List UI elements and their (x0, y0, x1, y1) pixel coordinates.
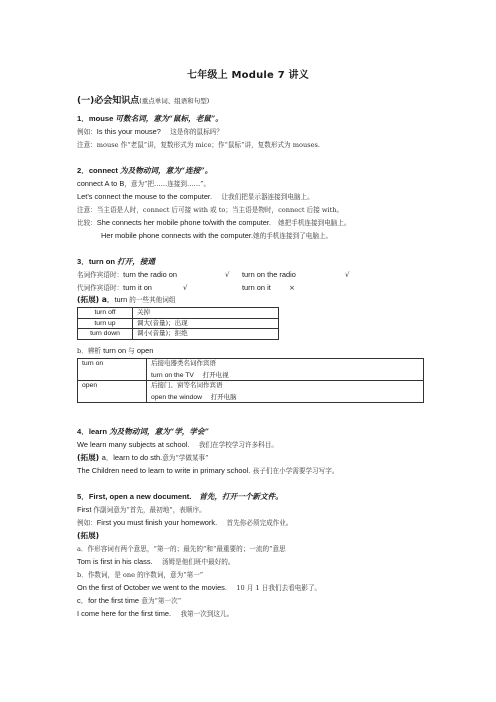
s3-compare-mid: 与 (128, 347, 137, 355)
s2-line-3-text: 当主语是人时，connect 后可接 with 或 to；当主语是物时，connect 后接 with。 (96, 206, 344, 214)
s2-line-4 (77, 218, 351, 228)
s4-line-3 (77, 466, 338, 476)
table-cell-example-cn: 打开电脑 (210, 392, 237, 401)
table-cell: 调小(音量)；拒绝 (133, 329, 279, 340)
table-row (78, 308, 279, 319)
s3-extension-label: (拓展) a． (77, 295, 115, 304)
s3-compare-en: turn on (103, 346, 129, 355)
s2-line-2-en: Let’s connect the mouse to the computer. (77, 192, 213, 201)
table-cell: turn down (78, 329, 133, 340)
table-cell-example-en: turn on the TV (151, 371, 194, 379)
s3-compare (77, 346, 153, 356)
s2-line-3 (77, 205, 343, 215)
s2-line-5 (101, 231, 332, 241)
s4-line-3-cn: 孩子们在小学需要学习写字。 (252, 467, 339, 475)
s5-line-2 (77, 518, 292, 528)
s4-heading-en: 4．learn (77, 427, 110, 436)
table-cell-example (151, 391, 419, 403)
s2-line-2-cn: 让我们把显示器连接到电脑上。 (221, 193, 314, 201)
s2-heading-cn: 为及物动词，意为“连接”。 (120, 166, 213, 175)
page-title: 七年级上 Module 7 讲义 (187, 70, 309, 81)
s5-line-9 (77, 609, 233, 619)
s1-heading-cn: 可数名词，意为“鼠标，老鼠”。 (115, 114, 223, 123)
table-cell: turn up (78, 318, 133, 329)
section-header (77, 96, 209, 106)
s3-heading-cn: 打开，接通 (117, 257, 156, 266)
s5-line-9-en: I come here for the first time. (77, 609, 172, 618)
table-cell-desc: 后接门、窗等名词作宾语 (151, 381, 223, 390)
s4-line-2 (77, 453, 209, 463)
table-cell (147, 359, 424, 381)
s4-line-1-cn: 我们在学校学习许多科目。 (198, 441, 278, 449)
turn-phrases-table (77, 307, 279, 340)
s3-row-1-b: turn on the radio (242, 270, 296, 279)
table-cell-example (151, 369, 419, 381)
s4-line-2-cn: 意为“学做某事” (162, 454, 209, 462)
s3-compare-label: b．辨析 (77, 347, 104, 355)
s5-line-1-en: First (77, 505, 94, 514)
table-cell-example-cn: 打开电视 (202, 370, 229, 379)
s3-row-1 (77, 270, 177, 280)
s5-heading-en: 5．First, open a new document. (77, 492, 192, 501)
s3-extension (77, 295, 175, 305)
s2-line-2 (77, 192, 314, 202)
s5-line-5-en: Tom is first in his class. (77, 557, 153, 566)
s5-line-7 (77, 583, 321, 593)
s3-extension-en: turn (114, 295, 130, 304)
table-cell-example-en: open the window (151, 393, 203, 401)
s5-line-2-cn: 首先你必须完成作业。 (226, 519, 293, 527)
s3-row-1-label: 名词作宾语时： (77, 271, 124, 279)
s4-heading-cn: 为及物动词，意为“学，学会” (109, 427, 209, 436)
s2-line-4-label: 比较： (77, 219, 97, 227)
section-header-main: (一)必会知识点 (77, 96, 140, 106)
s3-row-2-label: 代词作宾语时： (77, 284, 124, 292)
s3-row-2-b: turn on it (242, 283, 271, 292)
s1-heading (77, 114, 223, 124)
s5-line-1 (77, 505, 206, 515)
s3-row-2 (77, 283, 152, 293)
s1-note-text: mouse 作“老鼠”讲，复数形式为 mice；作“鼠标”讲，复数形式为 mouses. (96, 141, 320, 149)
table-cell: 关掉 (133, 308, 279, 319)
s5-heading (77, 492, 283, 502)
s2-line-1-cn: ，意为“把……连接到……”。 (124, 180, 211, 188)
s5-line-2-label: 例如： (77, 519, 97, 527)
s5-line-5-cn: 汤姆是他们班中最好的。 (161, 558, 235, 566)
s4-line-2-en: a．learn to do sth. (101, 453, 163, 462)
s5-line-4: a．作形容词有两个意思，“第一的；最先的”和“最重要的；一流的”意思 (77, 545, 286, 553)
table-row (78, 381, 424, 403)
s5-line-8-en: c．for the first time (77, 596, 140, 605)
s2-heading-en: 2．connect (77, 166, 121, 175)
s4-heading (77, 427, 209, 437)
s2-line-1 (77, 179, 210, 189)
s5-line-8 (77, 596, 181, 606)
s5-line-7-en: On the first of October we went to the movies. (77, 583, 227, 592)
s5-line-2-en: First you must finish your homework. (96, 518, 218, 527)
section-header-note: (重点单词、组语和句型) (139, 97, 210, 105)
table-cell: turn on (78, 359, 147, 381)
s1-example-en: Is this your mouse? (96, 127, 161, 136)
s3-row-2-a: turn it on (123, 283, 152, 292)
table-cell (147, 381, 424, 403)
table-cell: 调大(音量)；出现 (133, 318, 279, 329)
s2-line-1-en: connect A to B (77, 179, 125, 188)
s1-heading-en: 1．mouse (77, 114, 116, 123)
s1-note-label: 注意： (77, 141, 97, 149)
s5-line-5 (77, 557, 235, 567)
s5-line-9-cn: 我第一次到这儿。 (180, 610, 234, 618)
s4-line-1 (77, 440, 278, 450)
s1-example (77, 127, 223, 137)
s4-line-3-en: The Children need to learn to write in primary school. (77, 466, 251, 475)
s2-line-3-label: 注意： (77, 206, 97, 214)
s2-line-5-en: Her mobile phone connects with the computer. (101, 231, 254, 240)
s4-line-1-en: We learn many subjects at school. (77, 440, 190, 449)
s4-line-2-label: (拓展) (77, 453, 102, 462)
s5-line-1-cn: 作副词意为“首先，最初地”，表顺序。 (93, 506, 206, 514)
table-row (78, 329, 279, 340)
s3-row-1-a: turn the radio on (123, 270, 177, 279)
turn-on-open-table (77, 358, 424, 403)
s5-line-8-cn: 意为“第一次” (141, 597, 182, 605)
s3-row-2-b-mark: × (289, 284, 295, 292)
s5-line-7-cn: 10 月 1 日我们去看电影了。 (236, 584, 322, 592)
s3-heading (77, 257, 155, 267)
s3-row-1-b-mark: √ (345, 271, 350, 279)
s3-heading-en: 3．turn on (77, 257, 118, 266)
s5-line-6: b．作数词，是 one 的序数词，意为“第一” (77, 571, 204, 579)
s3-extension-cn: 的一些其他词组 (129, 296, 176, 304)
s2-line-5-cn: 她的手机连接到了电脑上。 (253, 232, 333, 240)
s1-example-label: 例如： (77, 128, 97, 136)
s1-note (77, 140, 320, 150)
table-cell: turn off (78, 308, 133, 319)
table-cell: open (78, 381, 147, 403)
s3-row-2-a-mark: √ (183, 284, 188, 292)
s5-heading-cn: 首先，打开一个新文件。 (199, 492, 283, 501)
s2-line-4-cn: 她把手机连接到电脑上。 (278, 219, 351, 227)
table-row (78, 359, 424, 381)
table-cell-desc: 后接电器类名词作宾语 (151, 359, 216, 367)
s3-compare-en2: open (136, 346, 154, 355)
s3-row-1-a-mark: √ (225, 271, 230, 279)
s2-heading (77, 166, 212, 176)
table-row (78, 318, 279, 329)
s1-example-cn: 这是你的鼠标吗？ (170, 128, 224, 136)
s2-line-4-en: She connects her mobile phone to/with the computer. (96, 218, 271, 227)
s5-line-3: (拓展) (77, 531, 100, 540)
